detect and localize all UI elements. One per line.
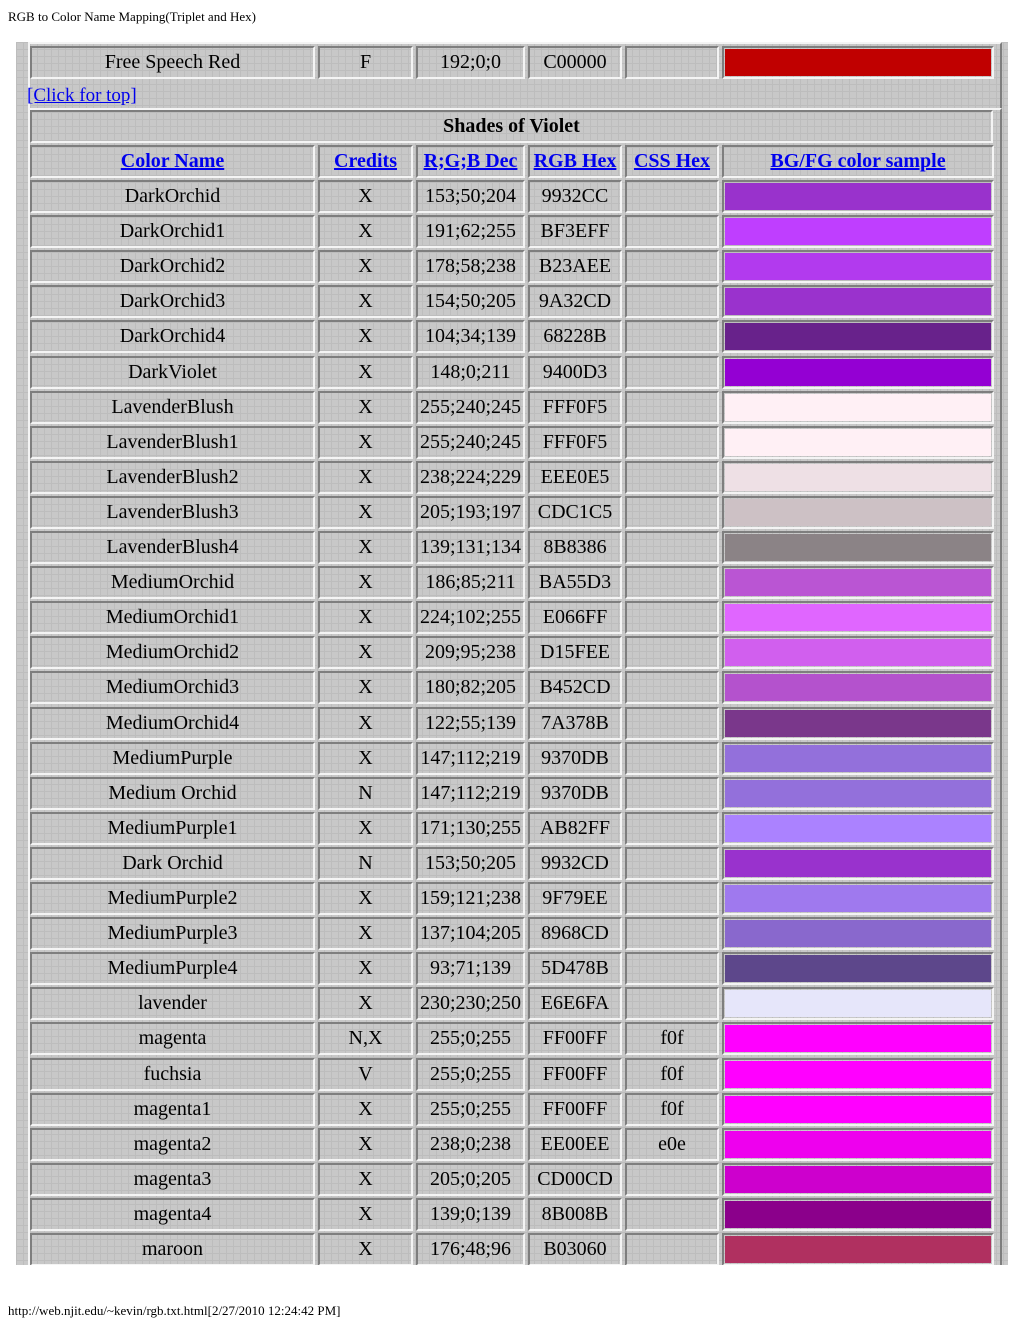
color-sample-fill [725, 218, 991, 245]
cell-rgb-hex: 9932CD [528, 847, 622, 880]
cell-css-hex: e0e [625, 1128, 719, 1161]
color-sample-swatch [722, 987, 994, 1020]
cell-css-hex [625, 917, 719, 950]
cell-credits: X [318, 531, 413, 564]
cell-rgb-dec: 209;95;238 [416, 636, 525, 669]
cell-rgb-dec: 104;34;139 [416, 320, 525, 353]
cell-css-hex [625, 1163, 719, 1196]
print-header-title: RGB to Color Name Mapping(Triplet and Hex) [8, 9, 256, 24]
color-sample-swatch [722, 601, 994, 634]
color-sample-swatch [722, 180, 994, 213]
color-sample-fill [725, 710, 991, 737]
cell-css-hex [625, 1233, 719, 1265]
cell-name: LavenderBlush2 [30, 461, 315, 494]
cell-credits: X [318, 461, 413, 494]
cell-name: LavenderBlush1 [30, 426, 315, 459]
cell-rgb-dec: 230;230;250 [416, 987, 525, 1020]
cell-credits: N [318, 777, 413, 810]
cell-rgb-hex: BF3EFF [528, 215, 622, 248]
cell-rgb-dec: 171;130;255 [416, 812, 525, 845]
sort-link-rgb-hex[interactable]: RGB Hex [533, 150, 617, 172]
cell-name: DarkViolet [30, 356, 315, 389]
cell-credits: V [318, 1058, 413, 1091]
cell-credits: X [318, 952, 413, 985]
cell-rgb-hex: FF00FF [528, 1058, 622, 1091]
color-sample-swatch [722, 566, 994, 599]
cell-css-hex [625, 391, 719, 424]
color-sample-swatch [722, 285, 994, 318]
cell-credits: X [318, 882, 413, 915]
cell-credits: X [318, 426, 413, 459]
cell-credits: X [318, 180, 413, 213]
color-sample-swatch [722, 882, 994, 915]
cell-credits: X [318, 1128, 413, 1161]
cell-rgb-hex: 8B8386 [528, 531, 622, 564]
cell-name: magenta2 [30, 1128, 315, 1161]
cell-css-hex [625, 356, 719, 389]
section-title: Shades of Violet [30, 110, 993, 143]
cell-rgb-hex: 5D478B [528, 952, 622, 985]
print-footer-url: http://web.njit.edu/~kevin/rgb.txt.html[2/27/2010 12:24:42 PM] [8, 1303, 341, 1318]
cell-css-hex [625, 531, 719, 564]
cell-credits: X [318, 320, 413, 353]
cell-rgb-hex: 68228B [528, 320, 622, 353]
cell-credits: X [318, 601, 413, 634]
sort-link-name[interactable]: Color Name [120, 150, 225, 172]
color-sample-fill [725, 499, 991, 526]
cell-rgb-hex: AB82FF [528, 812, 622, 845]
cell-name: MediumPurple3 [30, 917, 315, 950]
cell-rgb-dec: 147;112;219 [416, 777, 525, 810]
color-sample-fill [725, 639, 991, 666]
color-sample-fill [725, 604, 991, 631]
cell-rgb-hex: FF00FF [528, 1093, 622, 1126]
color-sample-swatch [722, 952, 994, 985]
color-sample-fill [725, 359, 991, 386]
sort-link-credits[interactable]: Credits [334, 150, 397, 172]
cell-rgb-hex: EEE0E5 [528, 461, 622, 494]
color-sample-fill [725, 780, 991, 807]
cell-rgb-hex: B452CD [528, 671, 622, 704]
cell-name: Medium Orchid [30, 777, 315, 810]
cell-name: LavenderBlush3 [30, 496, 315, 529]
column-header-rgb-hex [528, 145, 622, 178]
cell-rgb-hex: CD00CD [528, 1163, 622, 1196]
cell-name: DarkOrchid1 [30, 215, 315, 248]
column-header-rgb-dec [416, 145, 525, 178]
cell-rgb-hex: BA55D3 [528, 566, 622, 599]
color-sample-fill [725, 394, 991, 421]
cell-css-hex [625, 882, 719, 915]
cell-credits: X [318, 636, 413, 669]
cell-rgb-dec: 255;240;245 [416, 426, 525, 459]
color-sample-fill [725, 955, 991, 982]
color-sample-swatch [722, 250, 994, 283]
cell-rgb-dec: 148;0;211 [416, 356, 525, 389]
color-sample-fill [725, 1131, 991, 1158]
cell-rgb-hex: C00000 [528, 46, 622, 79]
color-sample-fill [725, 253, 991, 280]
color-sample-swatch [722, 636, 994, 669]
cell-credits: X [318, 1163, 413, 1196]
cell-rgb-dec: 191;62;255 [416, 215, 525, 248]
color-sample-fill [725, 1096, 991, 1123]
cell-rgb-hex: 8968CD [528, 917, 622, 950]
cell-credits: F [318, 46, 413, 79]
sort-link-css-hex[interactable]: CSS Hex [633, 150, 711, 172]
cell-rgb-dec: 154;50;205 [416, 285, 525, 318]
cell-css-hex [625, 777, 719, 810]
cell-credits: X [318, 250, 413, 283]
color-sample-swatch [722, 1128, 994, 1161]
cell-rgb-dec: 255;0;255 [416, 1058, 525, 1091]
cell-rgb-dec: 153;50;204 [416, 180, 525, 213]
cell-name: MediumOrchid4 [30, 707, 315, 740]
cell-rgb-hex: 9A32CD [528, 285, 622, 318]
cell-rgb-hex: 7A378B [528, 707, 622, 740]
cell-rgb-dec: 159;121;238 [416, 882, 525, 915]
cell-name: MediumOrchid1 [30, 601, 315, 634]
cell-rgb-hex: 9400D3 [528, 356, 622, 389]
color-sample-fill [725, 674, 991, 701]
cell-css-hex [625, 180, 719, 213]
cell-css-hex [625, 215, 719, 248]
color-sample-swatch [722, 742, 994, 775]
cell-rgb-hex: CDC1C5 [528, 496, 622, 529]
cell-credits: X [318, 1233, 413, 1265]
cell-name: MediumOrchid3 [30, 671, 315, 704]
color-sample-fill [725, 323, 991, 350]
cell-rgb-hex: B03060 [528, 1233, 622, 1265]
cell-rgb-hex: D15FEE [528, 636, 622, 669]
cell-rgb-dec: 205;193;197 [416, 496, 525, 529]
cell-css-hex [625, 46, 719, 79]
cell-css-hex [625, 320, 719, 353]
cell-credits: X [318, 917, 413, 950]
cell-css-hex [625, 566, 719, 599]
color-sample-swatch [722, 426, 994, 459]
color-sample-swatch [722, 391, 994, 424]
color-sample-swatch [722, 496, 994, 529]
color-sample-fill [725, 1236, 991, 1263]
color-sample-swatch [722, 1058, 994, 1091]
cell-rgb-dec: 139;131;134 [416, 531, 525, 564]
cell-rgb-hex: 9370DB [528, 777, 622, 810]
cell-rgb-dec: 147;112;219 [416, 742, 525, 775]
color-sample-swatch [722, 356, 994, 389]
cell-credits: X [318, 1093, 413, 1126]
cell-rgb-hex: E6E6FA [528, 987, 622, 1020]
color-sample-swatch [722, 461, 994, 494]
cell-css-hex [625, 426, 719, 459]
cell-rgb-hex: B23AEE [528, 250, 622, 283]
cell-css-hex: f0f [625, 1093, 719, 1126]
color-sample-swatch [722, 917, 994, 950]
cell-name: MediumPurple2 [30, 882, 315, 915]
cell-rgb-dec: 238;0;238 [416, 1128, 525, 1161]
cell-rgb-dec: 192;0;0 [416, 46, 525, 79]
color-sample-fill [725, 1166, 991, 1193]
cell-name: MediumPurple4 [30, 952, 315, 985]
cell-name: lavender [30, 987, 315, 1020]
cell-rgb-dec: 238;224;229 [416, 461, 525, 494]
cell-rgb-dec: 224;102;255 [416, 601, 525, 634]
cell-css-hex [625, 636, 719, 669]
color-sample-swatch [722, 671, 994, 704]
cell-rgb-hex: 8B008B [528, 1198, 622, 1231]
cell-credits: X [318, 707, 413, 740]
cell-name: Free Speech Red [30, 46, 315, 79]
cell-name: DarkOrchid3 [30, 285, 315, 318]
cell-css-hex [625, 847, 719, 880]
cell-rgb-dec: 255;240;245 [416, 391, 525, 424]
cell-css-hex: f0f [625, 1022, 719, 1055]
cell-name: MediumOrchid2 [30, 636, 315, 669]
cell-rgb-hex: EE00EE [528, 1128, 622, 1161]
cell-rgb-hex: 9F79EE [528, 882, 622, 915]
cell-rgb-dec: 255;0;255 [416, 1022, 525, 1055]
cell-name: MediumPurple [30, 742, 315, 775]
cell-name: magenta4 [30, 1198, 315, 1231]
color-sample-swatch [722, 1022, 994, 1055]
sort-link-sample[interactable]: BG/FG color sample [770, 150, 946, 172]
cell-credits: N [318, 847, 413, 880]
cell-name: fuchsia [30, 1058, 315, 1091]
cell-name: DarkOrchid [30, 180, 315, 213]
column-header-credits [318, 145, 413, 178]
cell-css-hex [625, 671, 719, 704]
column-header-css-hex [625, 145, 719, 178]
color-sample-fill [725, 850, 991, 877]
column-header-sample [722, 145, 994, 178]
cell-name: MediumPurple1 [30, 812, 315, 845]
color-sample-fill [725, 745, 991, 772]
cell-rgb-hex: FF00FF [528, 1022, 622, 1055]
cell-css-hex [625, 461, 719, 494]
cell-credits: X [318, 215, 413, 248]
cell-rgb-dec: 255;0;255 [416, 1093, 525, 1126]
color-sample-swatch [722, 847, 994, 880]
cell-rgb-dec: 93;71;139 [416, 952, 525, 985]
cell-css-hex [625, 812, 719, 845]
color-sample-swatch [722, 1163, 994, 1196]
color-sample-swatch [722, 1093, 994, 1126]
cell-rgb-hex: FFF0F5 [528, 391, 622, 424]
cell-rgb-dec: 153;50;205 [416, 847, 525, 880]
color-sample-fill [725, 49, 991, 76]
sort-link-rgb-dec[interactable]: R;G;B Dec [423, 150, 518, 172]
cell-css-hex: f0f [625, 1058, 719, 1091]
color-sample-fill [725, 288, 991, 315]
cell-css-hex [625, 601, 719, 634]
cell-rgb-hex: E066FF [528, 601, 622, 634]
cell-rgb-dec: 178;58;238 [416, 250, 525, 283]
cell-css-hex [625, 952, 719, 985]
cell-css-hex [625, 707, 719, 740]
color-sample-swatch [722, 1233, 994, 1265]
color-sample-fill [725, 534, 991, 561]
cell-css-hex [625, 742, 719, 775]
cell-credits: X [318, 356, 413, 389]
cell-credits: X [318, 391, 413, 424]
cell-credits: X [318, 671, 413, 704]
cell-credits: X [318, 987, 413, 1020]
cell-css-hex [625, 496, 719, 529]
cell-name: DarkOrchid4 [30, 320, 315, 353]
color-sample-fill [725, 464, 991, 491]
color-sample-fill [725, 1201, 991, 1228]
color-sample-swatch [722, 215, 994, 248]
cell-name: magenta3 [30, 1163, 315, 1196]
color-sample-fill [725, 569, 991, 596]
color-sample-fill [725, 183, 991, 210]
cell-css-hex [625, 1198, 719, 1231]
cell-credits: X [318, 566, 413, 599]
color-sample-swatch [722, 1198, 994, 1231]
cell-name: DarkOrchid2 [30, 250, 315, 283]
color-sample-fill [725, 920, 991, 947]
color-sample-fill [725, 429, 991, 456]
color-sample-fill [725, 1061, 991, 1088]
color-sample-swatch [722, 320, 994, 353]
cell-rgb-dec: 122;55;139 [416, 707, 525, 740]
cell-rgb-hex: 9932CC [528, 180, 622, 213]
cell-rgb-hex: FFF0F5 [528, 426, 622, 459]
color-sample-swatch [722, 531, 994, 564]
cell-name: MediumOrchid [30, 566, 315, 599]
cell-css-hex [625, 285, 719, 318]
color-sample-swatch [722, 707, 994, 740]
cell-credits: X [318, 742, 413, 775]
cell-rgb-dec: 205;0;205 [416, 1163, 525, 1196]
color-sample-fill [725, 815, 991, 842]
click-for-top-link[interactable]: [Click for top] [27, 85, 137, 106]
cell-rgb-dec: 139;0;139 [416, 1198, 525, 1231]
cell-name: maroon [30, 1233, 315, 1265]
cell-rgb-dec: 186;85;211 [416, 566, 525, 599]
cell-name: LavenderBlush [30, 391, 315, 424]
cell-css-hex [625, 250, 719, 283]
cell-credits: X [318, 285, 413, 318]
cell-rgb-dec: 180;82;205 [416, 671, 525, 704]
cell-rgb-dec: 176;48;96 [416, 1233, 525, 1265]
cell-name: LavenderBlush4 [30, 531, 315, 564]
cell-name: magenta1 [30, 1093, 315, 1126]
color-sample-fill [725, 885, 991, 912]
cell-credits: N,X [318, 1022, 413, 1055]
color-table-page [16, 42, 1008, 1265]
cell-css-hex [625, 987, 719, 1020]
cell-name: magenta [30, 1022, 315, 1055]
cell-name: Dark Orchid [30, 847, 315, 880]
color-sample-swatch [722, 777, 994, 810]
cell-credits: X [318, 496, 413, 529]
color-sample-fill [725, 990, 991, 1017]
color-sample-swatch [722, 46, 994, 79]
cell-rgb-hex: 9370DB [528, 742, 622, 775]
column-header-name [30, 145, 315, 178]
cell-rgb-dec: 137;104;205 [416, 917, 525, 950]
cell-credits: X [318, 1198, 413, 1231]
color-sample-fill [725, 1025, 991, 1052]
cell-credits: X [318, 812, 413, 845]
color-sample-swatch [722, 812, 994, 845]
